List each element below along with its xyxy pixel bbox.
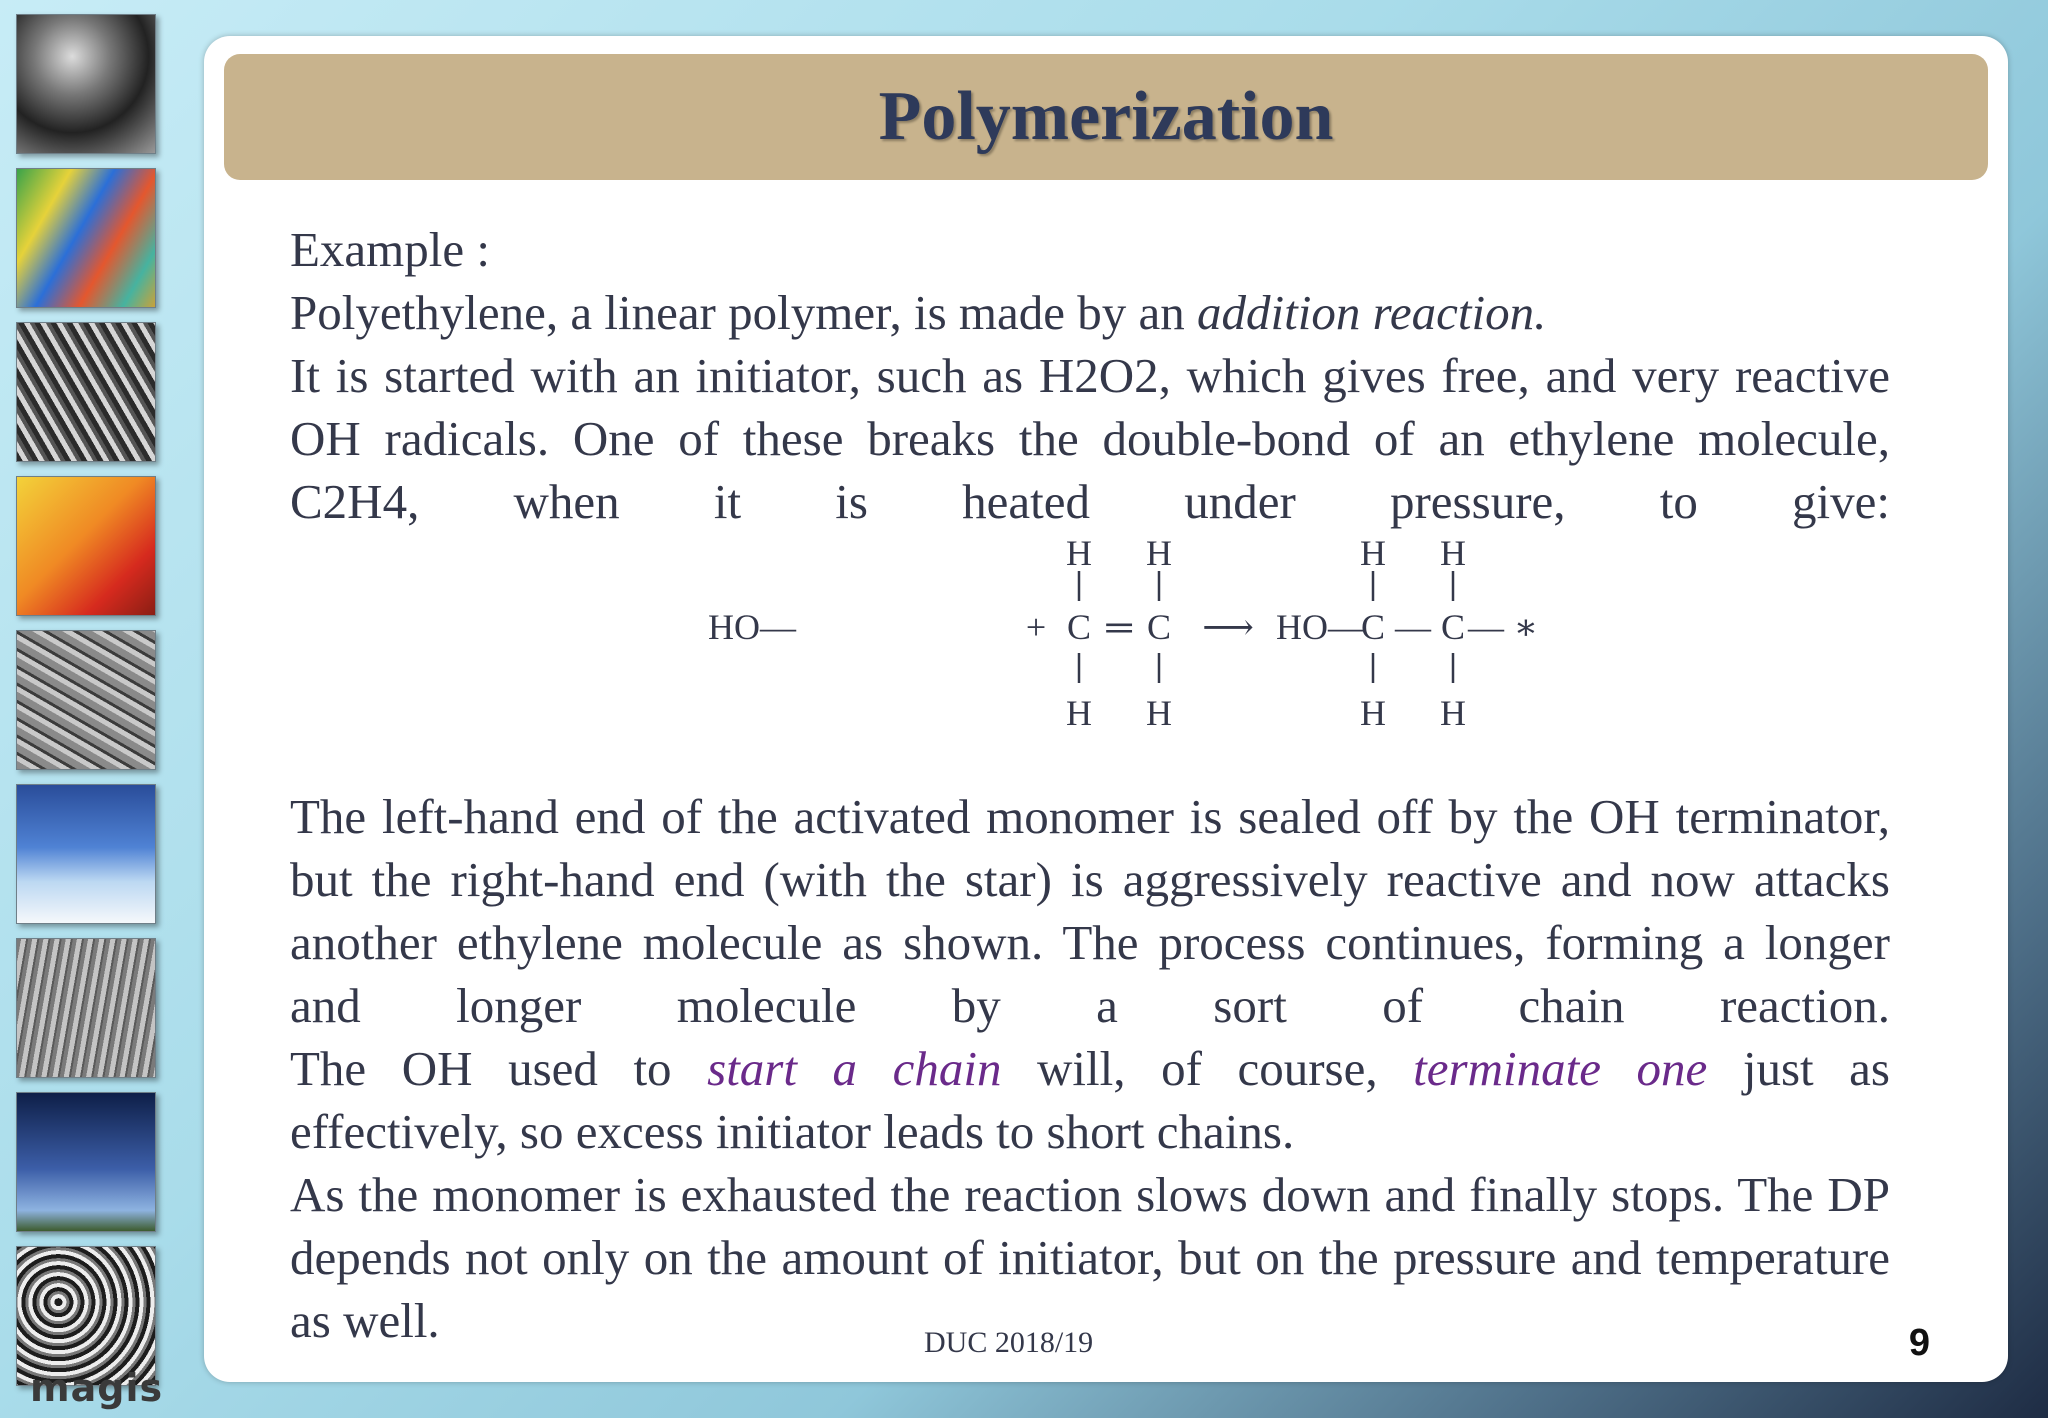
formula-arrow: ⟶ (1202, 607, 1254, 647)
chain-text-b: will, of course, (1001, 1041, 1414, 1096)
slide-title: Polymerization (878, 78, 1334, 155)
fiber-micrograph-image (16, 322, 156, 462)
intro-italic: addition reaction. (1197, 285, 1547, 340)
formula-carbon-3: C (1360, 607, 1386, 647)
title-bar (224, 54, 1988, 180)
formula-h-top-3: H (1360, 533, 1386, 573)
formula-plus: + (1025, 607, 1047, 647)
formula-carbon-4: C (1440, 607, 1466, 647)
intro-line (290, 281, 1890, 344)
formula-h-bottom-3: H (1360, 693, 1386, 733)
reaction-formula (290, 533, 1890, 785)
formula-h-top-1: H (1066, 533, 1092, 573)
paragraph-initiator: It is started with an initiator, such as H2O2, which gives free, and very reactive OH radicals. One of these breaks the double-bond of an ethylene molecule, C2H4, when it is heated under pressure, to give: (290, 348, 1890, 529)
microstructure-image (16, 630, 156, 770)
terminate-one-text: terminate one (1413, 1041, 1708, 1096)
paragraph-short-chains: effectively, so excess initiator leads to short chains. (290, 1104, 1295, 1159)
turbine-image (16, 14, 156, 154)
formula-h-bottom-4: H (1440, 693, 1466, 733)
paragraph-activated-monomer: The left-hand end of the activated monomer is sealed off by the OH terminator, but the right-hand end (with the star) is aggressively reactive and now attacks another ethylene molecule as shown. The process continues, forming a longer and longer molecule by a sort of chain reaction. (290, 789, 1890, 1033)
formula-dash-1: — (1328, 607, 1364, 647)
paragraph-chain-line (290, 1037, 1890, 1100)
formula-double-bond: ═ (1106, 607, 1132, 647)
footer-text: DUC 2018/19 (924, 1326, 1094, 1359)
formula-carbon-1: C (1066, 607, 1092, 647)
slide-content (290, 218, 1890, 1352)
formula-h-bottom-2: H (1146, 693, 1172, 733)
wind-turbine-image (16, 1092, 156, 1232)
formula-h-bottom-1: H (1066, 693, 1092, 733)
grain-micrograph-image (16, 938, 156, 1078)
simulation-block-image (16, 168, 156, 308)
formula-dash-2: — (1395, 607, 1431, 647)
formula-ho-left: HO— (708, 607, 796, 647)
porous-micrograph-image (16, 1246, 156, 1386)
page-number: 9 (1908, 1322, 1930, 1364)
slide-card (204, 36, 2008, 1382)
magis-logo: magis (30, 1366, 164, 1410)
formula-h-top-4: H (1440, 533, 1466, 573)
heat-map-cube-image (16, 476, 156, 616)
chain-text-a: The OH used to (290, 1041, 708, 1096)
formula-h-top-2: H (1146, 533, 1172, 573)
chain-text-c: just as (1707, 1041, 1890, 1096)
airplane-image (16, 784, 156, 924)
example-label: Example : (290, 222, 491, 277)
formula-dash-3: — (1468, 607, 1504, 647)
formula-ho-right: HO (1276, 607, 1328, 647)
intro-text: Polyethylene, a linear polymer, is made by an (290, 285, 1198, 340)
formula-carbon-2: C (1146, 607, 1172, 647)
reaction-formula-svg (290, 533, 1890, 785)
sidebar (16, 14, 154, 1400)
paragraph-exhausted: As the monomer is exhausted the reaction slows down and finally stops. The DP depends not only on the amount of initiator, but on the pressure and temperature as well. (290, 1167, 1890, 1348)
formula-star: ∗ (1513, 607, 1539, 647)
start-chain-text: start a chain (707, 1041, 1002, 1096)
